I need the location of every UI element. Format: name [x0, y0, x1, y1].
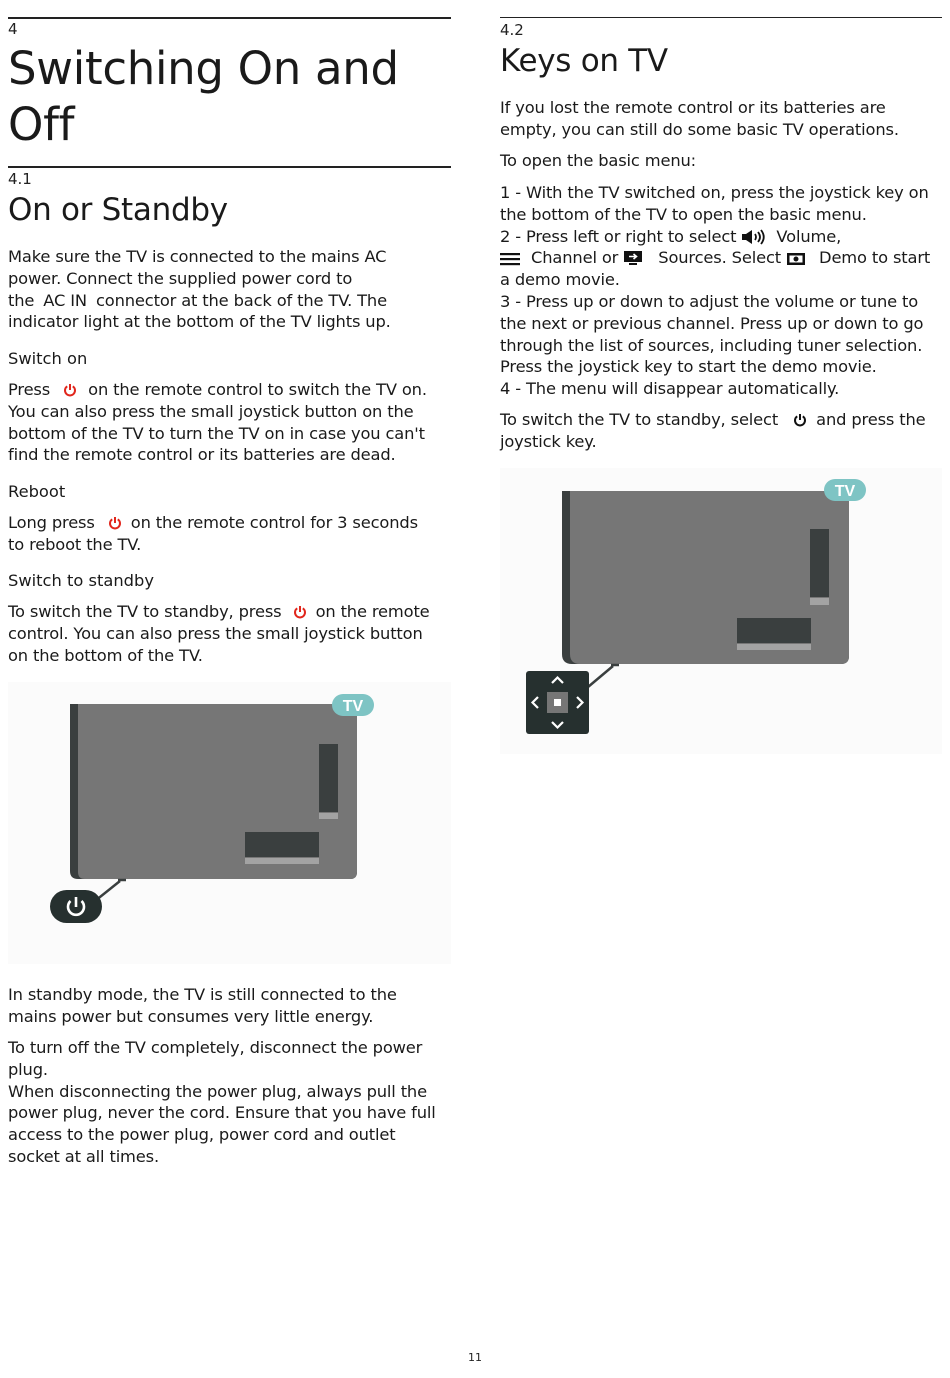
text-span: connector at the back of the TV. The	[90, 290, 387, 310]
chapter-title-line1: Switching On and	[8, 42, 399, 95]
sources-icon	[623, 250, 645, 266]
tv-badge-label: TV	[834, 483, 856, 500]
text-line	[500, 409, 942, 431]
text-span: To switch the TV to standby, press	[8, 602, 287, 621]
text-span: Press	[8, 380, 56, 399]
text-line: control. You can also press the small joystick button	[8, 623, 423, 643]
power-icon	[108, 516, 122, 530]
text-line: empty, you can still do some basic TV operations.	[500, 119, 899, 139]
tv-power-button-illustration	[8, 682, 451, 964]
tv-bottom-panel-strip	[737, 644, 811, 650]
demo-icon	[786, 252, 806, 266]
reboot-heading: Reboot	[8, 482, 66, 501]
joystick-center-dot	[554, 699, 561, 706]
text-line: to reboot the TV.	[8, 534, 142, 554]
tv-bottom-panel-strip	[245, 858, 319, 864]
text-line: power. Connect the supplied power cord to	[8, 268, 353, 288]
text-line: access to the power plug, power cord and outlet	[8, 1125, 396, 1145]
tv-bottom-panel	[737, 618, 811, 643]
standby-paragraph	[8, 601, 451, 666]
text-line: If you lost the remote control or its batteries are	[500, 98, 886, 117]
text-span: or	[596, 248, 624, 268]
text-line: power plug, never the cord. Ensure that you have full	[8, 1103, 436, 1123]
intro-paragraph	[8, 246, 451, 333]
text-line: 4 - The menu will disappear automatically.	[500, 379, 840, 399]
power-icon	[63, 383, 77, 397]
tv-side-panel-strip	[319, 813, 338, 819]
standby-heading: Switch to standby	[8, 571, 154, 590]
tv-side-panel	[810, 529, 829, 597]
text-span: to start	[866, 248, 931, 268]
text-span: Long press	[8, 513, 100, 532]
text-line	[500, 226, 945, 248]
text-line: bottom of the TV to turn the TV on in case you can't	[8, 423, 425, 443]
keys-intro-paragraph	[500, 97, 942, 141]
section-rule-4-2	[500, 17, 942, 18]
section-title-4-1: On or Standby	[8, 192, 228, 228]
text-line: the next or previous channel. Press up or down to go	[500, 313, 924, 333]
tv-bottom-panel	[245, 832, 319, 857]
text-line: In standby mode, the TV is still connected to the	[8, 985, 397, 1004]
keys-standby-paragraph	[500, 409, 942, 453]
text-span: . Select	[721, 248, 787, 268]
text-line: 1 - With the TV switched on, press the joystick key on	[500, 183, 929, 202]
text-span: ,	[836, 226, 842, 246]
demo-label: Demo	[814, 248, 867, 268]
text-line	[500, 247, 945, 269]
text-line: through the list of sources, including tuner selection.	[500, 335, 923, 355]
text-line: 3 - Press up or down to adjust the volume or tune to	[500, 291, 919, 311]
text-line: When disconnecting the power plug, always pull the	[8, 1081, 427, 1101]
volume-icon	[741, 229, 767, 245]
power-icon	[293, 605, 307, 619]
tv-badge-label: TV	[342, 698, 364, 715]
switch-on-paragraph	[8, 379, 451, 466]
ac-in-label: AC IN	[43, 290, 87, 310]
reboot-paragraph	[8, 512, 451, 556]
section-number-4-1: 4.1	[8, 170, 32, 188]
text-line: find the remote control or its batteries are dead.	[8, 445, 396, 465]
channel-label: Channel	[526, 248, 597, 268]
power-icon	[793, 413, 807, 427]
text-line	[8, 290, 451, 312]
tv-side-panel	[319, 744, 338, 812]
text-line: joystick key.	[500, 431, 597, 451]
steps-list	[500, 182, 945, 400]
tv-side-panel-strip	[810, 598, 829, 605]
standby-mode-paragraph	[8, 984, 451, 1028]
text-line	[8, 379, 451, 401]
text-span: and press the	[811, 410, 926, 429]
text-line: Make sure the TV is connected to the mains AC	[8, 247, 387, 266]
text-line	[8, 601, 451, 623]
text-span: on the remote control to switch the TV on.	[83, 380, 427, 399]
text-span: To switch the TV to standby, select	[500, 410, 784, 429]
sources-label: Sources	[653, 248, 722, 268]
channel-icon	[500, 252, 520, 266]
switch-on-heading: Switch on	[8, 349, 88, 368]
turn-off-paragraph	[8, 1037, 451, 1168]
text-line: socket at all times.	[8, 1146, 159, 1166]
text-span: on the remote	[310, 602, 430, 621]
open-menu-text: To open the basic menu:	[500, 151, 697, 170]
tv-joystick-illustration	[500, 468, 942, 754]
text-span: 2 - Press left or right to select	[500, 226, 742, 246]
chapter-number: 4	[8, 20, 18, 38]
text-line: Press the joystick key to start the demo movie.	[500, 357, 877, 377]
text-line: on the bottom of the TV.	[8, 645, 203, 665]
text-line: mains power but consumes very little energy.	[8, 1006, 374, 1026]
text-line	[8, 512, 451, 534]
text-span: the	[8, 290, 40, 310]
text-span: on the remote control for 3 seconds	[125, 513, 418, 532]
text-line: You can also press the small joystick button on the	[8, 401, 414, 421]
section-title-4-2: Keys on TV	[500, 43, 668, 79]
section-number-4-2: 4.2	[500, 21, 524, 39]
text-line: plug.	[8, 1059, 48, 1079]
chapter-rule	[8, 17, 451, 19]
text-line: the bottom of the TV to open the basic menu.	[500, 204, 867, 224]
text-line: To turn off the TV completely, disconnect the power	[8, 1038, 423, 1057]
text-line: a demo movie.	[500, 270, 620, 290]
volume-label: Volume	[771, 226, 837, 246]
page-number: 11	[468, 1351, 482, 1364]
section-rule-4-1	[8, 166, 451, 168]
text-line: indicator light at the bottom of the TV lights up.	[8, 312, 391, 332]
chapter-title-line2: Off	[8, 98, 75, 151]
